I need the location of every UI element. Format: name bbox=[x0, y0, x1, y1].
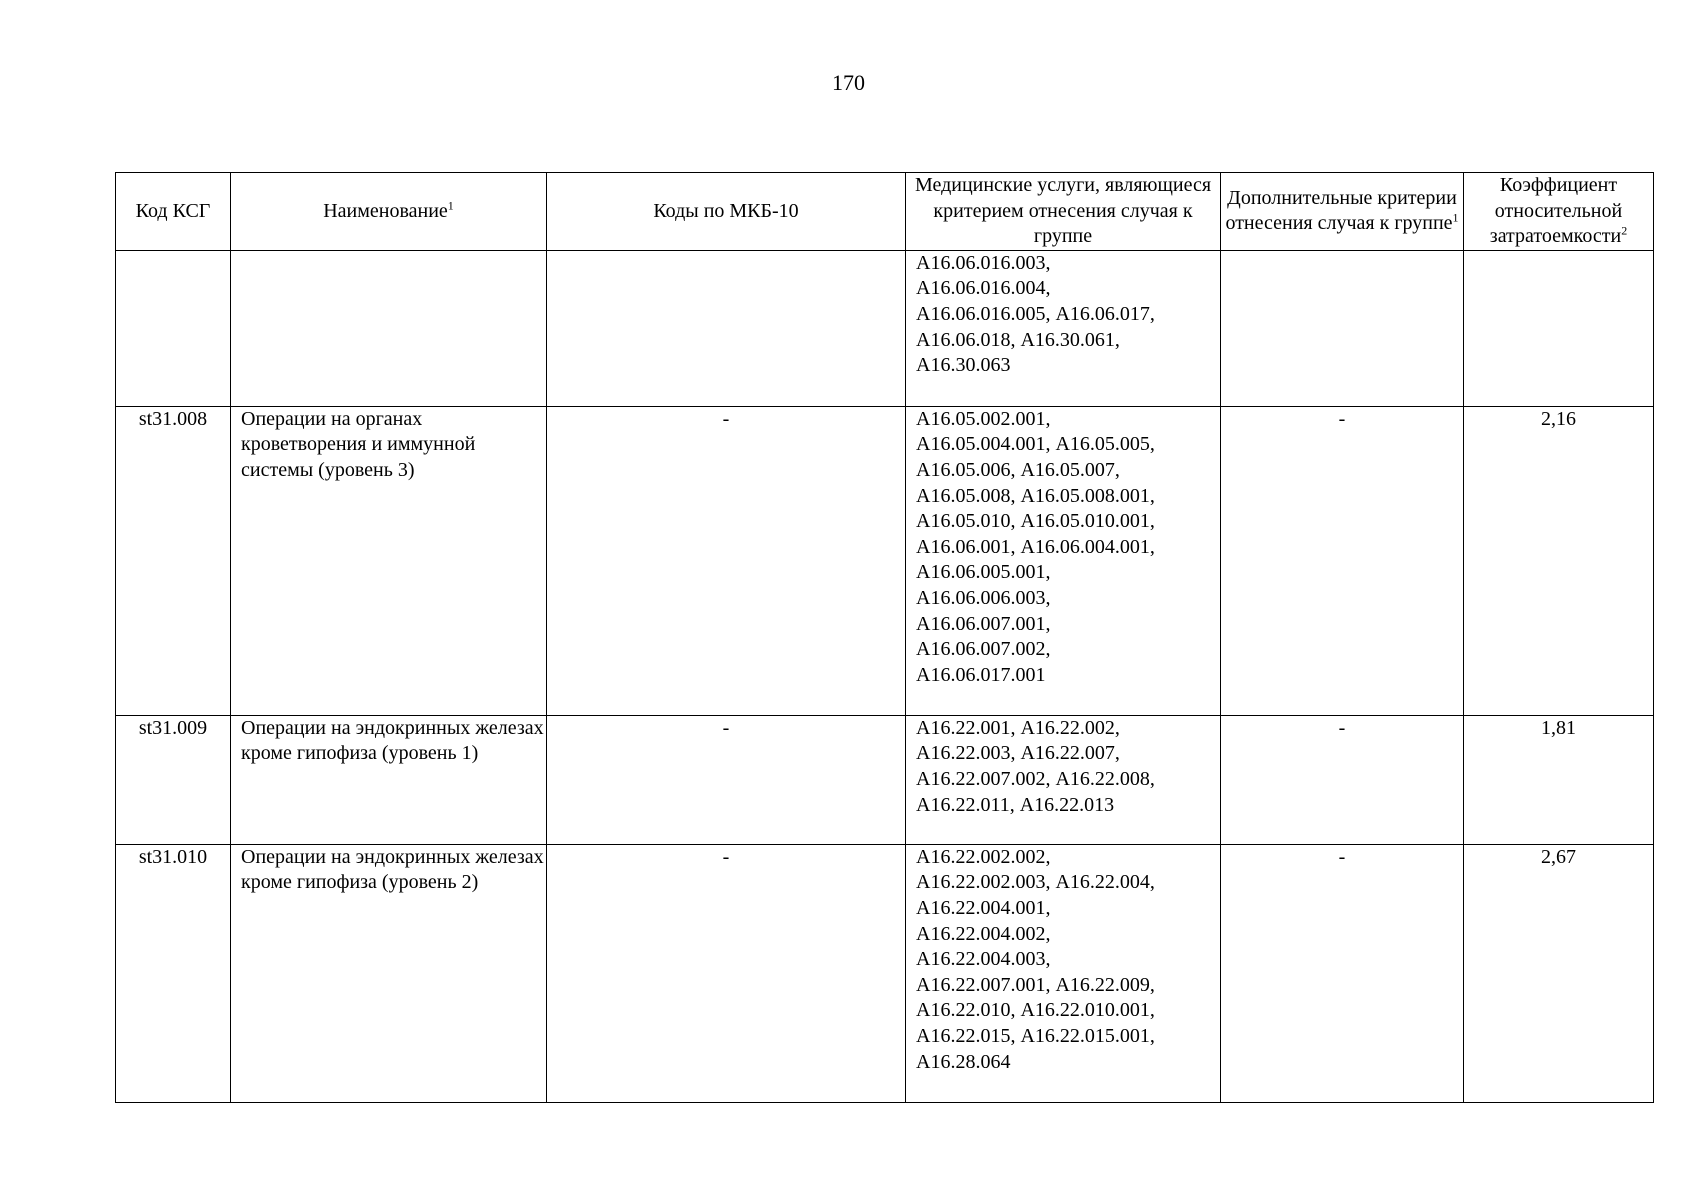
ksg-table bbox=[115, 172, 1654, 1103]
footnote-marker: 2 bbox=[1621, 223, 1628, 238]
cell-name: Операции на эндокринных железах кроме гипофиза (уровень 2) bbox=[231, 844, 547, 1102]
cell-name: Операции на органах кроветворения и иммунной системы (уровень 3) bbox=[231, 406, 547, 715]
cell-mkb bbox=[547, 250, 906, 406]
cell-additional: - bbox=[1221, 406, 1464, 715]
table-header-row bbox=[116, 173, 1654, 251]
header-mkb: Коды по МКБ-10 bbox=[547, 173, 906, 251]
page-number: 170 bbox=[832, 70, 865, 95]
cell-services: А16.05.002.001, А16.05.004.001, А16.05.005, А16.05.006, А16.05.007, А16.05.008, А16.05.008.001, А16.05.010, А16.05.010.001, А16.06.001, А16.06.004.001, А16.06.005.001, А16.06.006.003, А16.06.007.001, А16.06.007.002, А16.06.017.001 bbox=[906, 406, 1221, 715]
table-row bbox=[116, 406, 1654, 715]
header-services: Медицинские услуги, являющиеся критерием отнесения случая к группе bbox=[906, 173, 1221, 251]
cell-coefficient bbox=[1464, 250, 1654, 406]
header-additional: Дополнительные критерии отнесения случая к группе$^1$ bbox=[1221, 173, 1464, 251]
cell-name bbox=[231, 250, 547, 406]
header-code: Код КСГ bbox=[116, 173, 231, 251]
footnote-marker: 1 bbox=[1452, 210, 1459, 225]
cell-additional bbox=[1221, 250, 1464, 406]
cell-name: Операции на эндокринных железах кроме гипофиза (уровень 1) bbox=[231, 715, 547, 844]
header-name: Наименование$^1$ bbox=[231, 173, 547, 251]
table-row bbox=[116, 250, 1654, 406]
cell-services: А16.06.016.003, А16.06.016.004, А16.06.016.005, А16.06.017, А16.06.018, А16.30.061, А16.30.063 bbox=[906, 250, 1221, 406]
cell-code bbox=[116, 250, 231, 406]
cell-code: st31.010 bbox=[116, 844, 231, 1102]
cell-coefficient: 2,67 bbox=[1464, 844, 1654, 1102]
cell-services: А16.22.002.002, А16.22.002.003, А16.22.004, А16.22.004.001, А16.22.004.002, А16.22.004.003, А16.22.007.001, А16.22.009, А16.22.010, А16.22.010.001, А16.22.015, А16.22.015.001, А16.28.064 bbox=[906, 844, 1221, 1102]
cell-coefficient: 2,16 bbox=[1464, 406, 1654, 715]
cell-code: st31.009 bbox=[116, 715, 231, 844]
footnote-marker: 1 bbox=[447, 197, 454, 212]
cell-additional: - bbox=[1221, 715, 1464, 844]
cell-coefficient: 1,81 bbox=[1464, 715, 1654, 844]
table-row bbox=[116, 715, 1654, 844]
cell-code: st31.008 bbox=[116, 406, 231, 715]
table-row bbox=[116, 844, 1654, 1102]
cell-mkb: - bbox=[547, 844, 906, 1102]
cell-additional: - bbox=[1221, 844, 1464, 1102]
cell-mkb: - bbox=[547, 715, 906, 844]
header-coefficient: Коэффициент относительной затратоемкости$^2$ bbox=[1464, 173, 1654, 251]
cell-services: А16.22.001, А16.22.002, А16.22.003, А16.22.007, А16.22.007.002, А16.22.008, А16.22.011, А16.22.013 bbox=[906, 715, 1221, 844]
cell-mkb: - bbox=[547, 406, 906, 715]
